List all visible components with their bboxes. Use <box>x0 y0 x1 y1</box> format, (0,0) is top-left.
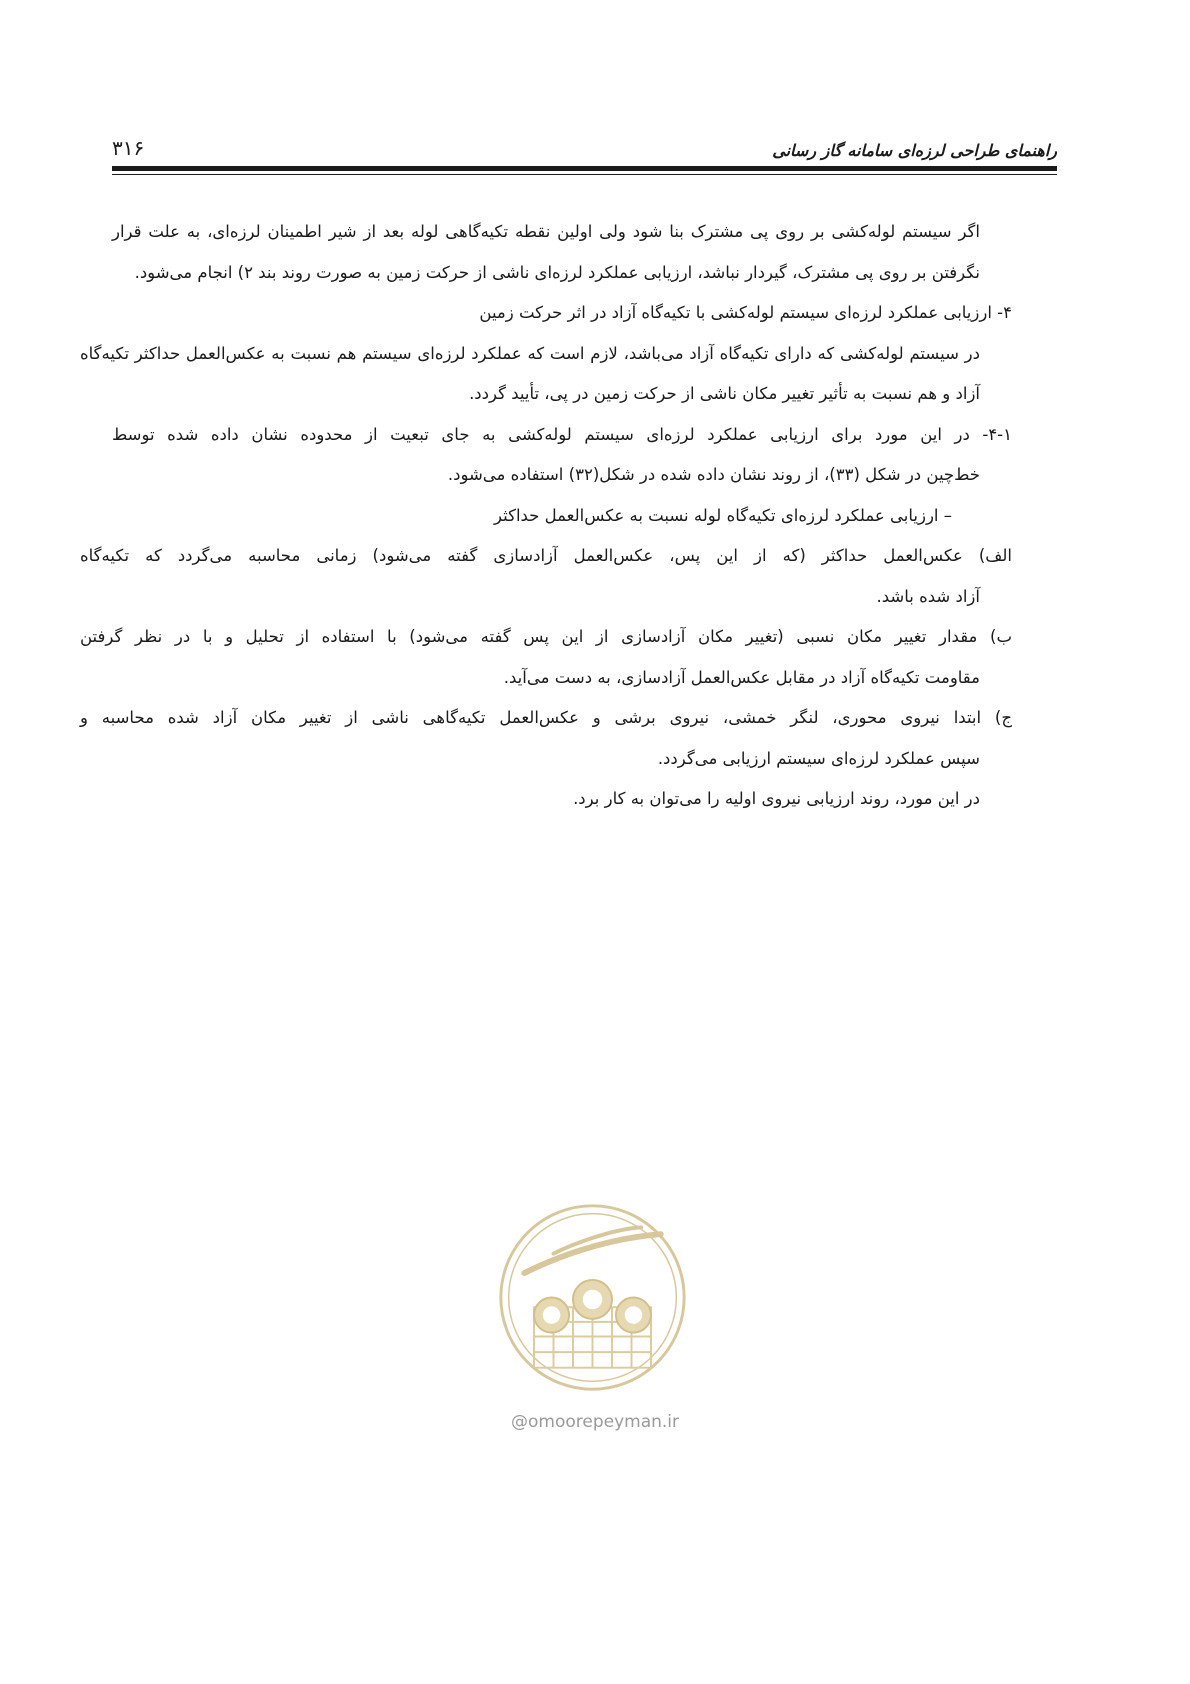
item-jim-line1: ج) ابتدا نیروی محوری، لنگر خمشی، نیروی برشی و عکس‌العمل تکیه‌گاهی ناشی از تغییر مکان آزاد شده محاسبه و <box>80 708 1012 727</box>
item-alef-line2: آزاد شده باشد. <box>876 586 980 606</box>
closing-paragraph: در این مورد، روند ارزیابی نیروی اولیه را می‌توان به کار برد. <box>573 789 980 808</box>
main-text <box>80 212 1012 820</box>
page-header <box>112 126 1057 160</box>
watermark-site: @omoorepeyman.ir <box>510 1412 680 1432</box>
paragraph-common-foundation: اگر سیستم لوله‌کشی بر روی پی مشترک بنا شود ولی اولین نقطه تکیه‌گاهی لوله بعد از شیر اطمینان لرزه‌ای، به علت قرار نگرفتن بر روی پی مشترک، گیردار نباشد، ارزیابی عملکرد لرزه‌ای ناشی از حرکت زمین به صورت روند بند ۲) انجام می‌شود. <box>112 222 980 282</box>
heading-item-4-1-line1: ۴-۱- در این مورد برای ارزیابی عملکرد لرزه‌ای سیستم لوله‌کشی به جای تبعیت از محدوده نشان داده شده توسط <box>112 424 1012 444</box>
watermark-logo <box>495 1200 690 1395</box>
heading-item-4-1-line2: خط‌چین در شکل (۳۳)، از روند نشان داده شده در شکل(۳۲) استفاده می‌شود. <box>447 465 980 484</box>
bullet-evaluation: – ارزیابی عملکرد لرزه‌ای تکیه‌گاه لوله نسبت به عکس‌العمل حداکثر <box>494 505 952 525</box>
heading-item-4: ۴- ارزیابی عملکرد لرزه‌ای سیستم لوله‌کشی با تکیه‌گاه آزاد در اثر حرکت زمین <box>479 303 1012 322</box>
item-alef-line1: الف) عکس‌العمل حداکثر (که از این پس، عکس‌العمل آزادسازی گفته می‌شود) زمانی محاسبه می‌گردد که تکیه‌گاه <box>80 546 1012 565</box>
at-icon: @ <box>510 1412 528 1432</box>
page-number: ۳۱۶ <box>112 136 145 160</box>
header-rule-thick <box>112 166 1057 171</box>
paragraph-free-support: در سیستم لوله‌کشی که دارای تکیه‌گاه آزاد می‌باشد، لازم است که عملکرد لرزه‌ای سیستم هم نسبت به عکس‌العمل حداکثر تکیه‌گاه آزاد و هم نسبت به تأثیر تغییر مکان ناشی از حرکت زمین در پی، تأیید گردد. <box>80 343 980 403</box>
item-jim-line2: سپس عملکرد لرزه‌ای سیستم ارزیابی می‌گردد. <box>657 748 980 768</box>
running-title: راهنمای طراحی لرزه‌ای سامانه گاز رسانی <box>772 141 1057 160</box>
item-be-line2: مقاومت تکیه‌گاه آزاد در مقابل عکس‌العمل آزادسازی، به دست می‌آید. <box>503 667 980 687</box>
header-rule-thin <box>112 174 1057 175</box>
item-be-line1: ب) مقدار تغییر مکان نسبی (تغییر مکان آزادسازی از این پس گفته می‌شود) با استفاده از تحلیل و با در نظر گرفتن <box>80 627 1012 646</box>
